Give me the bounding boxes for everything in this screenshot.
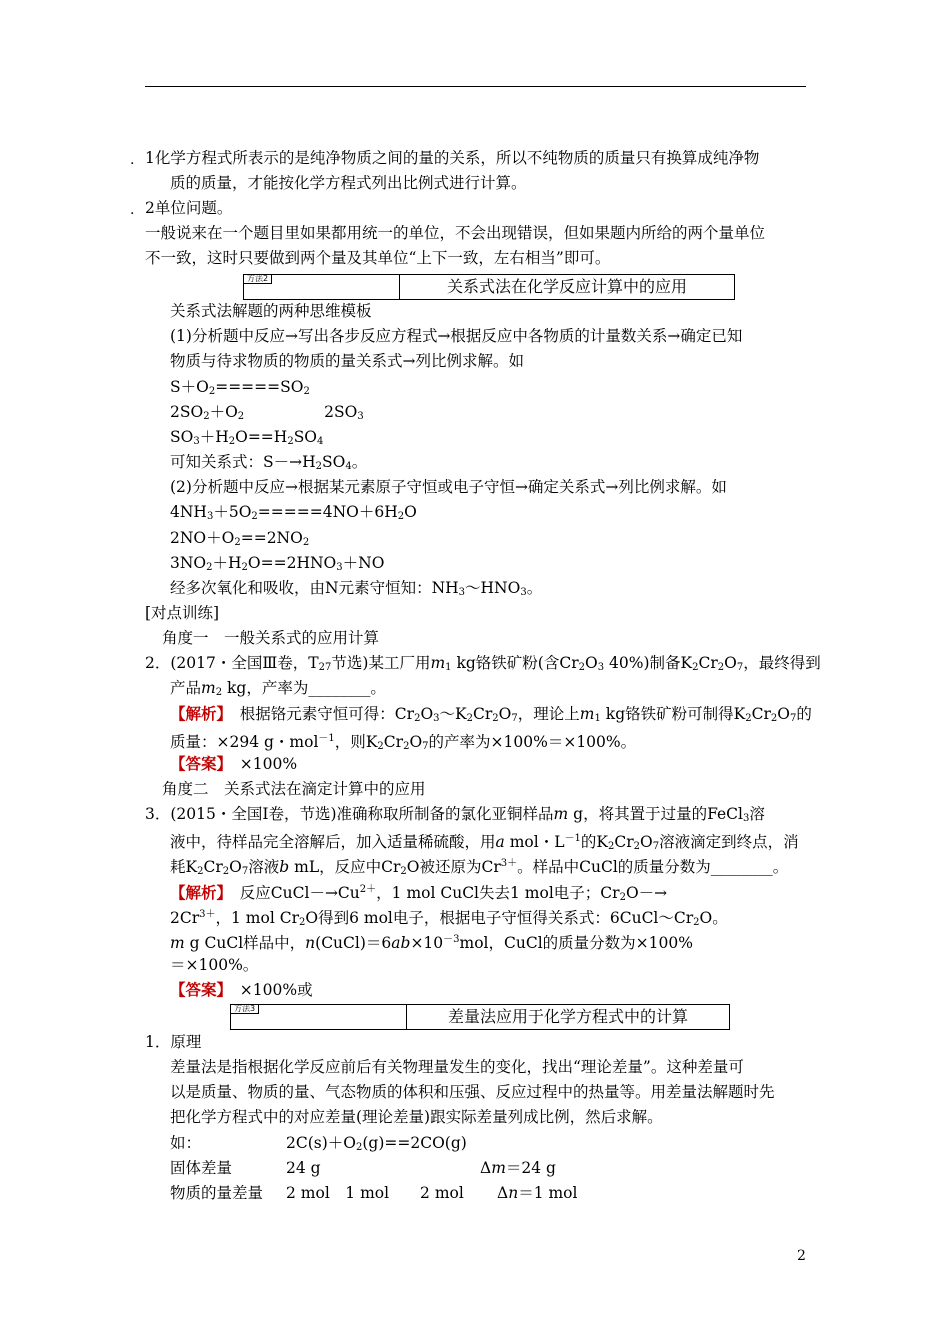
question-3-cont: 耗$K_2Cr_2O_7$溶液b mL，反应中$Cr_2O$被还原为$Cr^{3+}$。样品中CuCl的质量分数为________。 [170, 858, 789, 877]
para-line: (1)分析题中反应→写出各步反应方程式→根据反应中各物质的计量数关系→确定已知 [170, 327, 743, 345]
equation-line: $2NO+O_2==2NO_2$ [170, 529, 310, 548]
table-cell: 24 g [286, 1159, 321, 1177]
section-heading: 1．原理 [145, 1033, 202, 1051]
equation-line: $SO_3+H_2O==H_2SO_4$ [170, 428, 324, 447]
para-line: 把化学方程式中的对应差量(理论差量)跟实际差量列成比例，然后求解。 [170, 1108, 663, 1126]
answer-label: 【答案】 [170, 754, 225, 773]
answer-2: 【答案】 ×100% [170, 754, 298, 773]
subsection-title: 角度一 一般关系式的应用计算 [162, 629, 380, 647]
equation-line: $S+O_2=====SO_2$ [170, 378, 310, 397]
question-3-cont: 液中，待样品完全溶解后，加入适量稀硫酸，用a mol・$L^{-1}$的$K_2Cr_2O_7$溶液滴定到终点，消 [170, 833, 799, 852]
para-line: 不一致，这时只要做到两个量及其单位“上下一致，左右相当”即可。 [145, 249, 611, 267]
subsection-title: 角度二 关系式法在滴定计算中的应用 [162, 780, 426, 798]
analysis-label: 【解析】 [170, 704, 225, 723]
question-2-cont: 产品$m_2$ kg，产率为________。 [170, 679, 386, 698]
para-line: 质的质量，才能按化学方程式列出比例式进行计算。 [170, 174, 527, 192]
analysis-3: 【解析】 反应$CuCl-\to Cu^{2+}$，1 mol CuCl失去1 mol电子；$Cr_2O-\to$ [170, 883, 668, 903]
analysis-label: 【解析】 [170, 883, 225, 902]
table-cell: 2 mol 1 mol 2 mol [286, 1184, 464, 1202]
para-line: 以是质量、物质的量、气态物质的体积和压强、反应过程中的热量等。用差量法解题时先 [170, 1083, 775, 1101]
table-cell: Δm＝24 g [480, 1159, 556, 1177]
question-2: 2．(2017・全国Ⅲ卷，$T_{27}$节选)某工厂用$m_1$ kg铬铁矿粉(含$Cr_2O_3$ 40%)制备$K_2Cr_2O_7$，最终得到 [145, 654, 821, 673]
method-tag: 方法3 [231, 1005, 259, 1014]
para-line: 1化学方程式所表示的是纯净物质之间的量的关系，所以不纯物质的质量只有换算成纯净物 [145, 149, 760, 167]
para-line: 物质与待求物质的物质的量关系式→列比例求解。如 [170, 352, 524, 370]
analysis-3-cont: $2Cr^{3+}$，1 mol $Cr_2O$得到6 mol电子，根据电子守恒得关系式：$6CuCl\sim Cr_2O$。 [170, 909, 728, 928]
para-line: 一般说来在一个题目里如果都用统一的单位，不会出现错误，但如果题内所给的两个量单位 [145, 224, 766, 242]
equation-line: 可知关系式：$S-\to H_2SO_4$。 [170, 453, 368, 472]
para-line: 关系式法解题的两种思维模板 [170, 302, 372, 320]
equation-line: $3NO_2+H_2O==2HNO_3+NO$ [170, 554, 385, 573]
bullet-dot: . [130, 152, 135, 168]
question-3: 3．(2015・全国Ⅰ卷，节选)准确称取所制备的氯化亚铜样品m g，将其置于过量的FeCl$_3$溶 [145, 805, 765, 824]
analysis-3-cont: ＝×100%。 [170, 956, 259, 974]
method-title: 关系式法在化学反应计算中的应用 [446, 277, 687, 296]
para-line: 2单位问题。 [145, 199, 233, 217]
section-label: [对点训练] [145, 604, 220, 622]
table-cell: 固体差量 [170, 1159, 233, 1177]
header-rule [145, 86, 806, 87]
table-cell: 如： [170, 1134, 202, 1152]
equation-line: $2SO_2+O_2$ $2SO_3$ [170, 403, 364, 422]
method-tag: 方法2 [244, 275, 272, 284]
equation-line: $2C(s)+O_2(g)==2CO(g)$ [286, 1134, 467, 1153]
para-line: 差量法是指根据化学反应前后有关物理量发生的变化，找出“理论差量”。这种差量可 [170, 1058, 744, 1076]
bullet-dot: . [130, 202, 135, 218]
analysis-2-cont: 质量：×294 g・mol$^{-1}$，则$K_2Cr_2O_7$的产率为×100%＝×100%。 [170, 733, 637, 752]
answer-3: 【答案】 ×100%或 [170, 980, 313, 999]
analysis-3-cont: m g CuCl样品中，$n(CuCl)=6ab\times 10^{-3}mol$，CuCl的质量分数为×100% [170, 934, 693, 952]
analysis-2: 【解析】 根据铬元素守恒可得：$Cr_2O_3\sim K_2Cr_2O_7$，理论上$m_1$ kg铬铁矿粉可制得$K_2Cr_2O_7$的 [170, 704, 812, 724]
method-box-2 [243, 274, 735, 300]
page-number: 2 [797, 1248, 806, 1264]
table-cell: 物质的量差量 [170, 1184, 264, 1202]
para-line: (2)分析题中反应→根据某元素原子守恒或电子守恒→确定关系式→列比例求解。如 [170, 478, 727, 496]
method-box-3 [230, 1004, 730, 1030]
table-cell: Δn＝1 mol [497, 1184, 578, 1202]
method-title: 差量法应用于化学方程式中的计算 [447, 1007, 688, 1026]
para-line: 经多次氧化和吸收，由N元素守恒知：$NH_3\sim HNO_3$。 [170, 579, 543, 598]
answer-label: 【答案】 [170, 980, 225, 999]
equation-line: $4NH_3+5O_2=====4NO+6H_2O$ [170, 503, 417, 522]
